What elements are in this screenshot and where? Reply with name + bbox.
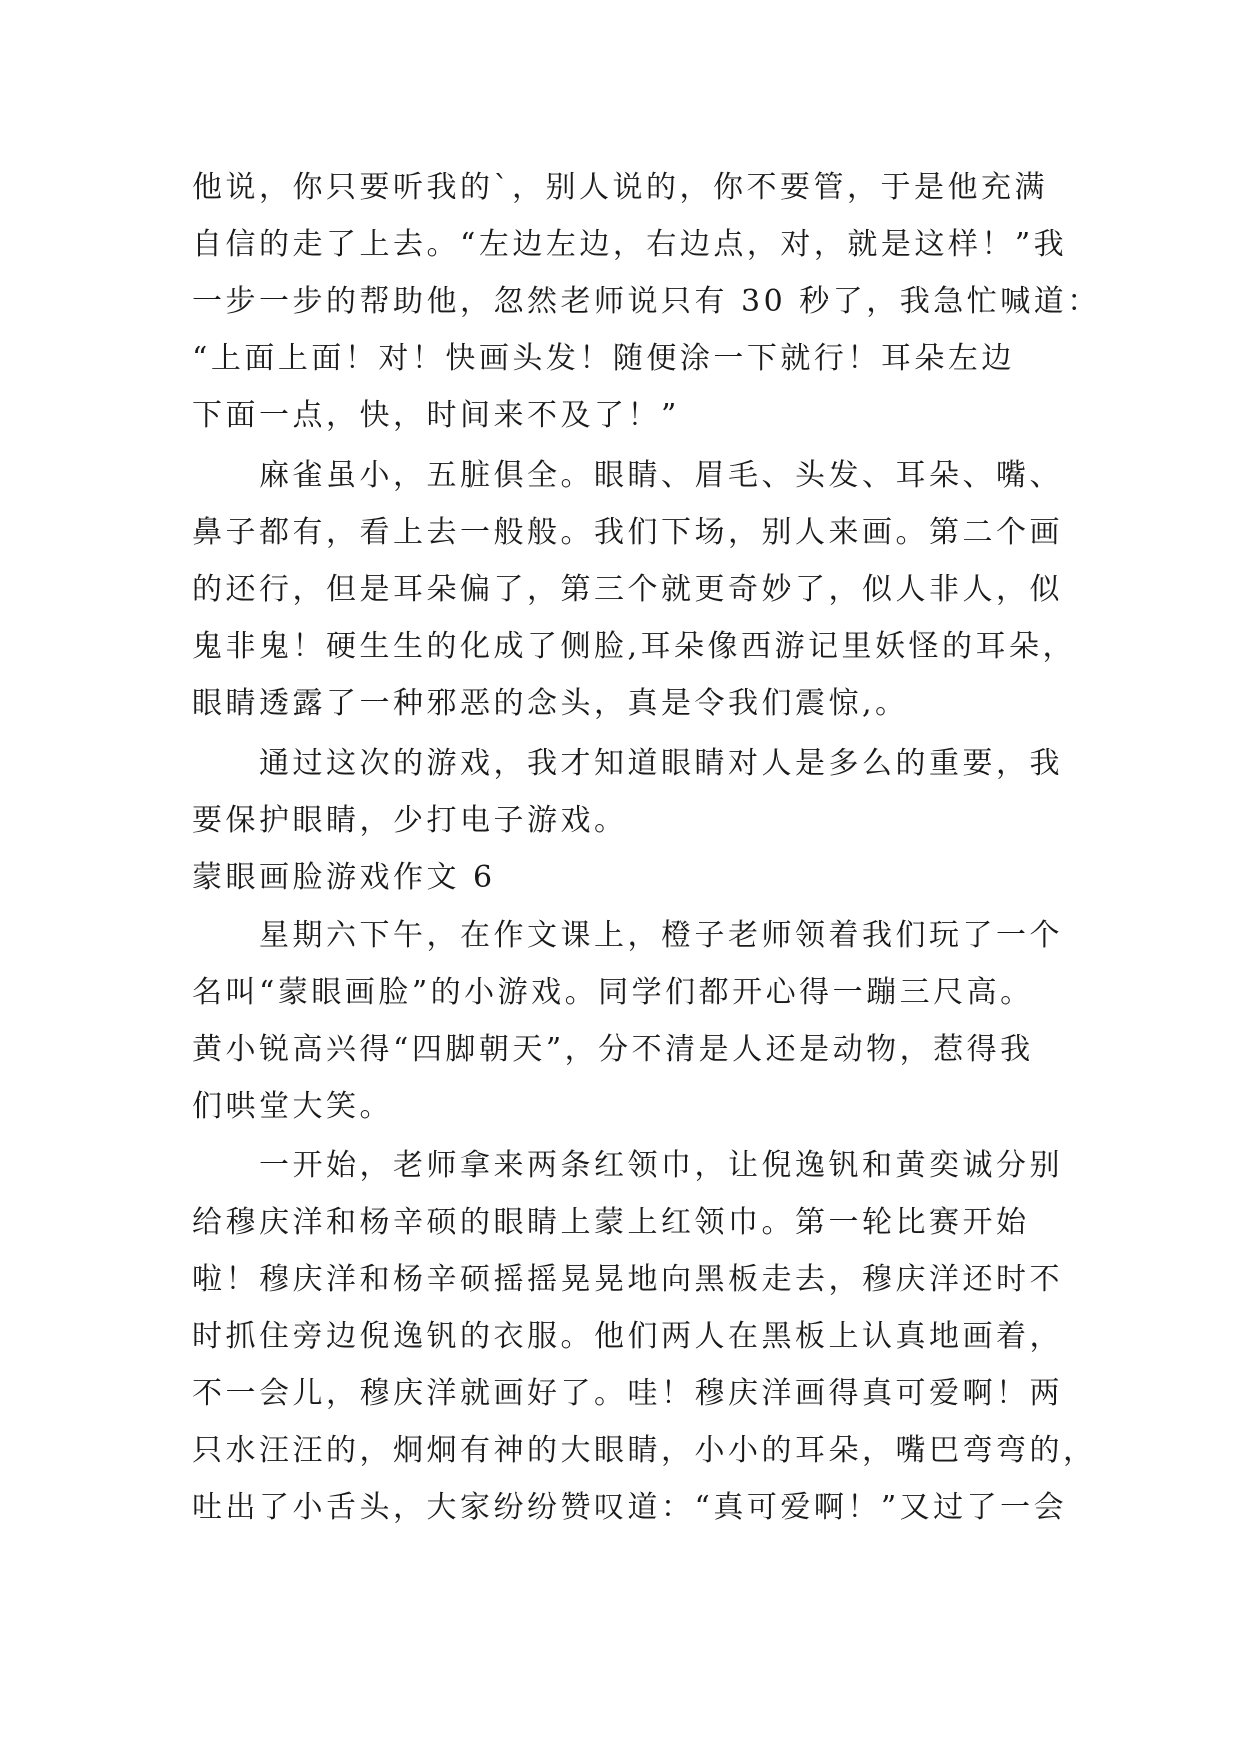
text-line: 名叫“蒙眼画脸”的小游戏。同学们都开心得一蹦三尺高。 xyxy=(192,975,1034,1010)
text-line: 眼睛透露了一种邪恶的念头，真是令我们震惊,。 xyxy=(192,686,909,721)
text-line: 的还行，但是耳朵偏了，第三个就更奇妙了，似人非人，似 xyxy=(192,572,1063,607)
text-line: 鬼非鬼！硬生生的化成了侧脸,耳朵像西游记里妖怪的耳朵， xyxy=(192,629,1077,664)
text-line: 啦！穆庆洋和杨辛硕摇摇晃晃地向黑板走去，穆庆洋还时不 xyxy=(192,1262,1063,1297)
text-line: 一步一步的帮助他，忽然老师说只有 30 秒了，我急忙喊道： xyxy=(192,284,1101,319)
text-line: 要保护眼睛，少打电子游戏。 xyxy=(192,803,628,838)
text-line: 他说，你只要听我的`，别人说的，你不要管，于是他充满 xyxy=(192,170,1048,205)
section-heading: 蒙眼画脸游戏作文 6 xyxy=(192,860,496,895)
text-line: 给穆庆洋和杨辛硕的眼睛上蒙上红领巾。第一轮比赛开始 xyxy=(192,1205,1030,1240)
text-line: 星期六下午，在作文课上，橙子老师领着我们玩了一个 xyxy=(192,918,1063,953)
text-line: “上面上面！对！快画头发！随便涂一下就行！耳朵左边 xyxy=(192,341,1015,376)
text-line: 们哄堂大笑。 xyxy=(192,1089,393,1124)
text-line: 不一会儿，穆庆洋就画好了。哇！穆庆洋画得真可爱啊！两 xyxy=(192,1376,1063,1411)
text-line: 下面一点，快，时间来不及了！” xyxy=(192,398,680,433)
text-line: 黄小锐高兴得“四脚朝天”，分不清是人还是动物，惹得我 xyxy=(192,1032,1034,1067)
text-line: 通过这次的游戏，我才知道眼睛对人是多么的重要，我 xyxy=(192,746,1063,781)
text-line: 吐出了小舌头，大家纷纷赞叹道：“真可爱啊！”又过了一会 xyxy=(192,1490,1068,1525)
text-line: 只水汪汪的，炯炯有神的大眼睛，小小的耳朵，嘴巴弯弯的， xyxy=(192,1433,1097,1468)
text-line: 时抓住旁边倪逸钒的衣服。他们两人在黑板上认真地画着， xyxy=(192,1319,1063,1354)
text-line: 自信的走了上去。“左边左边，右边点，对，就是这样！”我 xyxy=(192,227,1068,262)
text-line: 麻雀虽小，五脏俱全。眼睛、眉毛、头发、耳朵、嘴、 xyxy=(192,458,1063,493)
text-line: 一开始，老师拿来两条红领巾，让倪逸钒和黄奕诚分别 xyxy=(192,1148,1063,1183)
text-line: 鼻子都有，看上去一般般。我们下场，别人来画。第二个画 xyxy=(192,515,1063,550)
